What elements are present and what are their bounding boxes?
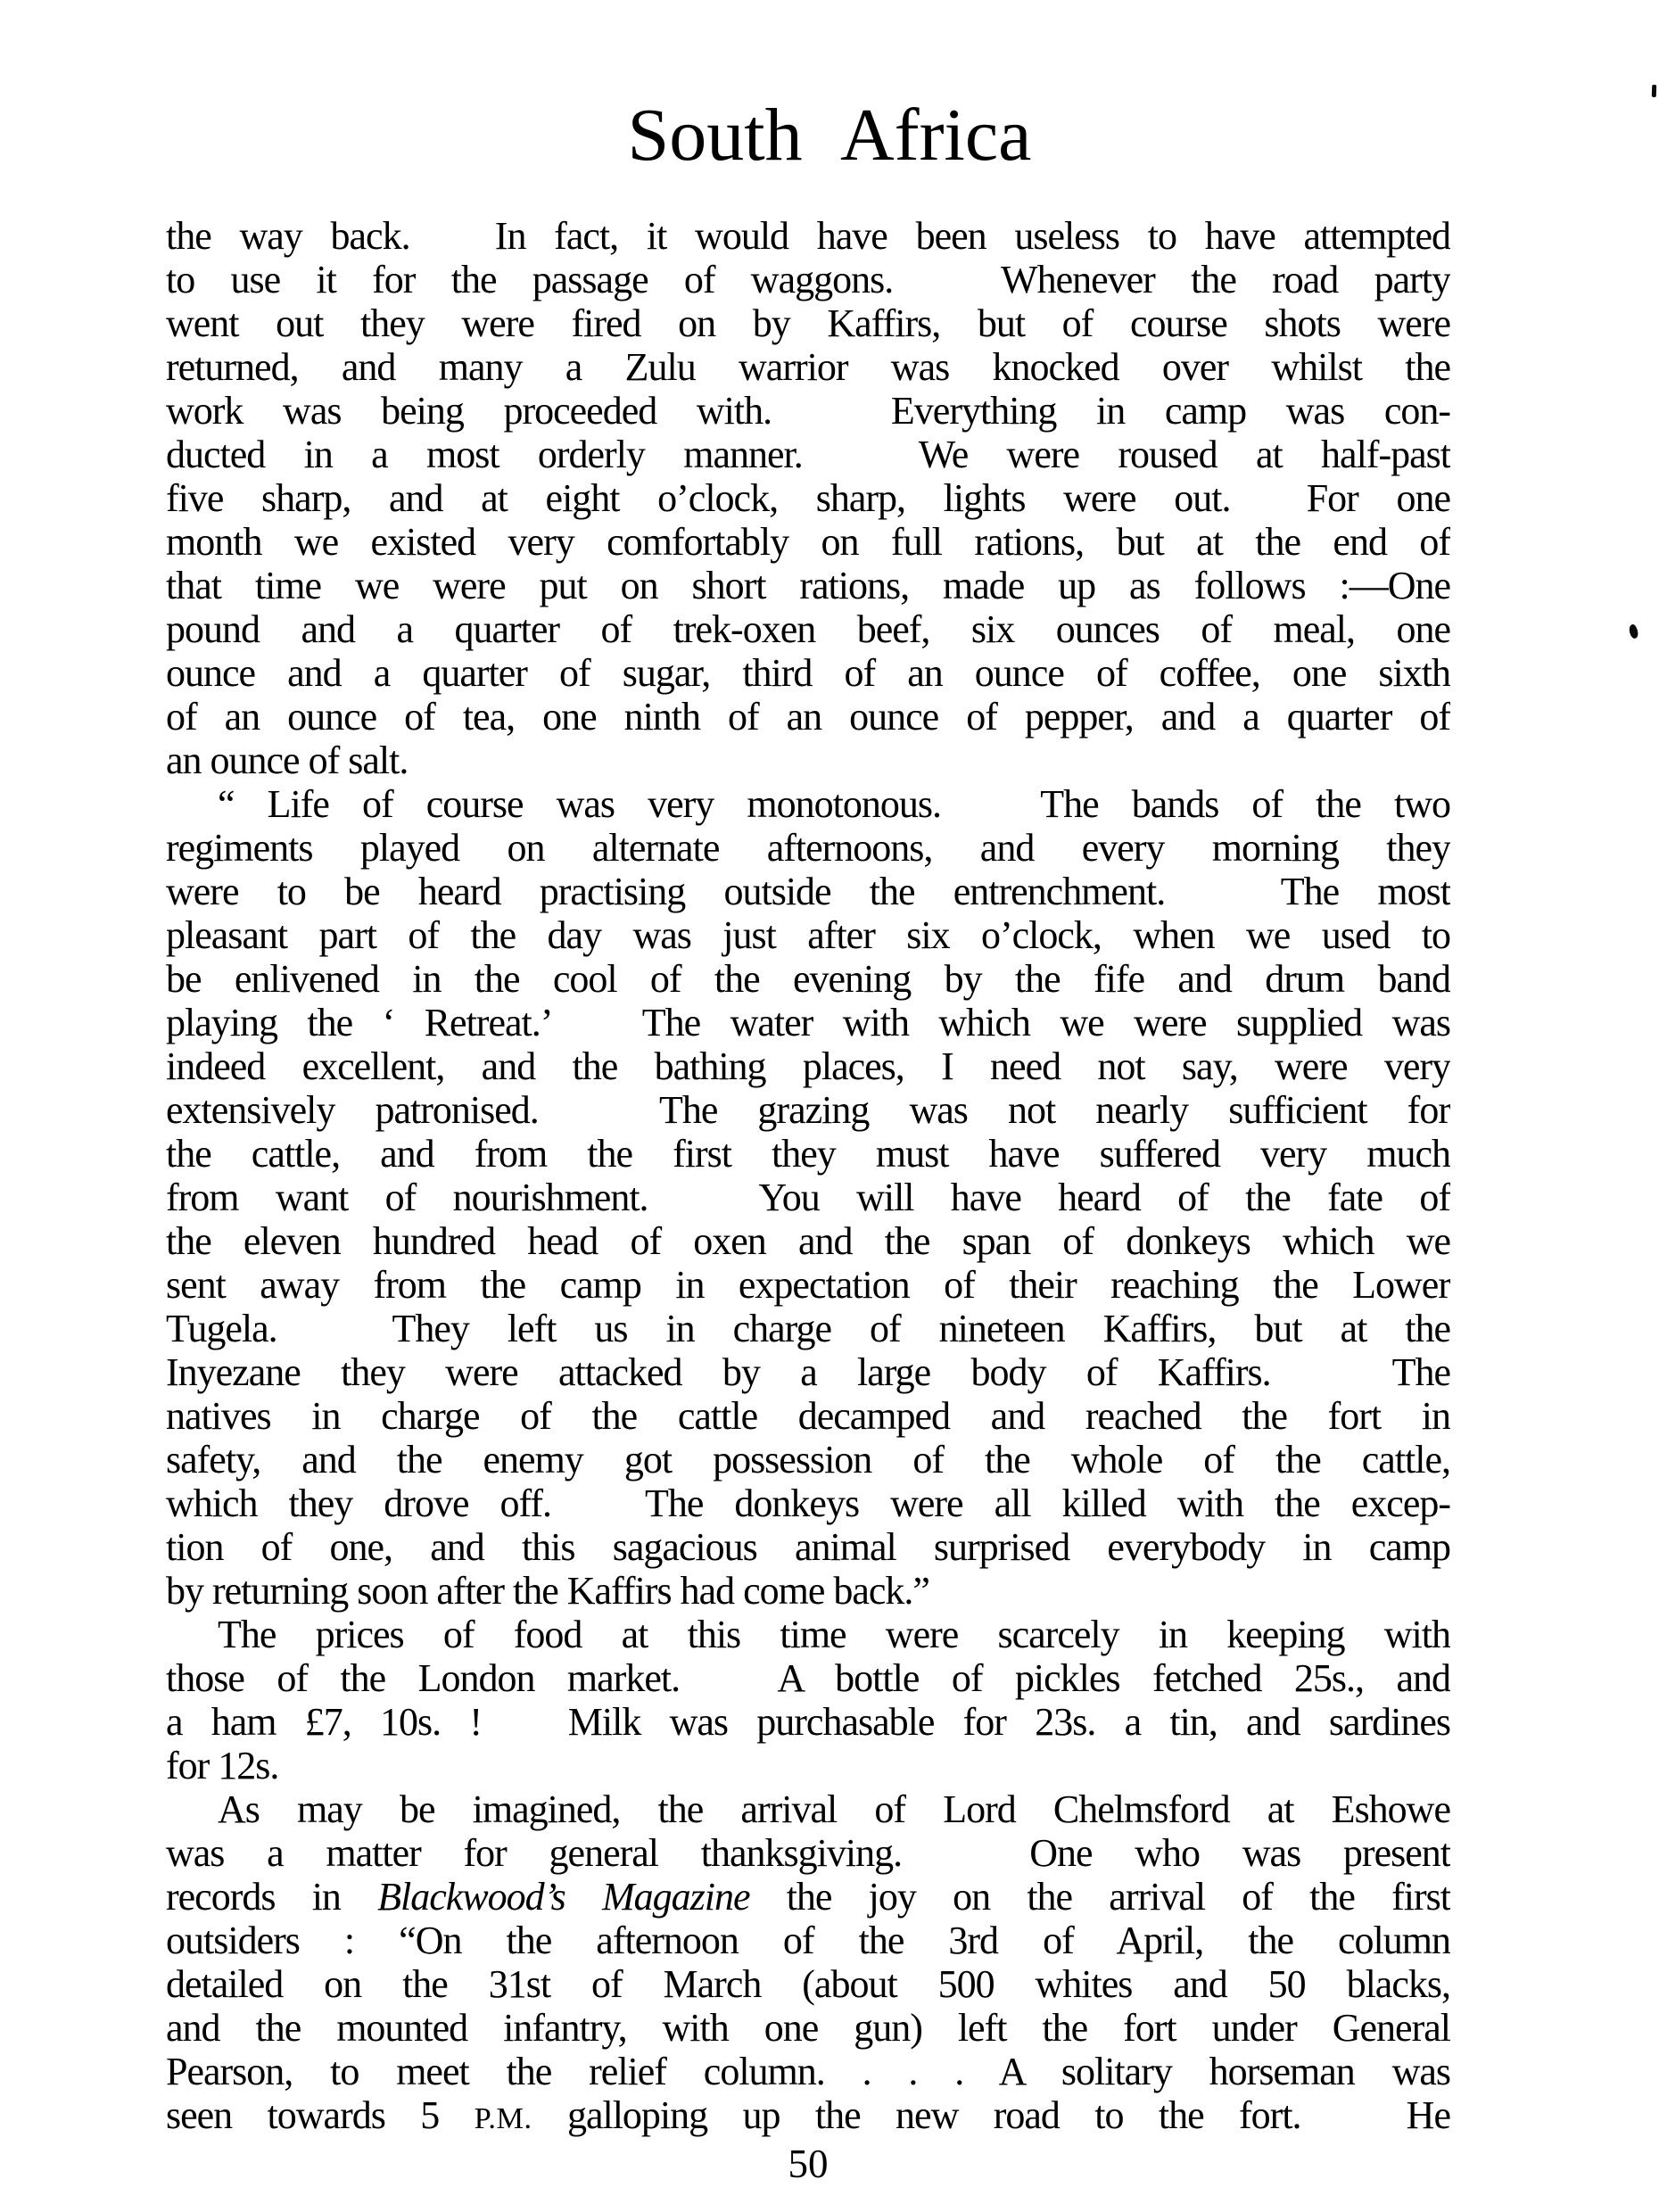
text-line: be enlivened in the cool of the evening by the fife and drum band [166, 957, 1450, 1001]
text-line: pleasant part of the day was just after six o’clock, when we used to [166, 913, 1450, 957]
text-line: extensively patronised. The grazing was not nearly sufficient for [166, 1088, 1450, 1132]
text-line: ounce and a quarter of sugar, third of an ounce of coffee, one sixth [166, 651, 1450, 695]
text-segment: the joy on the arrival of the first [749, 1875, 1450, 1919]
text-line: playing the ‘ Retreat.’ The water with which we were supplied was [166, 1001, 1450, 1044]
text-line: Inyezane they were attacked by a large body of Kaffirs. The [166, 1350, 1450, 1394]
text-line [166, 2093, 1450, 2137]
text-line: to use it for the passage of waggons. Whenever the road party [166, 258, 1450, 301]
small-caps-time: P.M. [474, 2101, 532, 2135]
text-line: ducted in a most orderly manner. We were roused at half-past [166, 433, 1450, 476]
text-line: and the mounted infantry, with one gun) left the fort under General [166, 2006, 1450, 2050]
text-line: “ Life of course was very monotonous. The bands of the two [218, 782, 1450, 826]
text-line: went out they were fired on by Kaffirs, but of course shots were [166, 301, 1450, 345]
text-segment: galloping up the new road to the fort. He [532, 2093, 1450, 2137]
text-line: sent away from the camp in expectation of their reaching the Lower [166, 1263, 1450, 1307]
page-number: 50 [788, 2142, 829, 2186]
text-line: an ounce of salt. [166, 739, 409, 782]
text-line: indeed excellent, and the bathing places, I need not say, were very [166, 1044, 1450, 1088]
body-text [166, 214, 1450, 2137]
text-line: a ham £7, 10s. ! Milk was purchasable for 23s. a tin, and sardines [166, 1700, 1450, 1744]
text-line: natives in charge of the cattle decamped and reached the fort in [166, 1394, 1450, 1438]
text-line: The prices of food at this time were scarcely in keeping with [218, 1613, 1450, 1656]
text-line: tion of one, and this sagacious animal surprised everybody in camp [166, 1525, 1450, 1569]
text-line: of an ounce of tea, one ninth of an ounce of pepper, and a quarter of [166, 695, 1450, 739]
text-segment: records in [166, 1875, 378, 1919]
text-line: returned, and many a Zulu warrior was knocked over whilst the [166, 345, 1450, 389]
text-segment: seen towards 5 [166, 2093, 475, 2137]
text-line: detailed on the 31st of March (about 500 whites and 50 blacks, [166, 1962, 1450, 2006]
text-line: by returning soon after the Kaffirs had come back.” [166, 1569, 929, 1613]
text-line: As may be imagined, the arrival of Lord Chelmsford at Eshowe [218, 1787, 1450, 1831]
ink-speck-icon [1628, 623, 1640, 640]
text-line [166, 1875, 1450, 1919]
text-line: the cattle, and from the first they must have suffered very much [166, 1132, 1450, 1176]
page-title: South Africa [627, 94, 1032, 177]
ink-speck-icon [1652, 85, 1656, 97]
text-line: the eleven hundred head of oxen and the span of donkeys which we [166, 1219, 1450, 1263]
text-line: month we existed very comfortably on full rations, but at the end of [166, 520, 1450, 564]
text-line: safety, and the enemy got possession of the whole of the cattle, [166, 1438, 1450, 1482]
text-line: Pearson, to meet the relief column. . . . A solitary horseman was [166, 2050, 1450, 2093]
text-line: was a matter for general thanksgiving. One who was present [166, 1831, 1450, 1875]
text-line: work was being proceeded with. Everything in camp was con- [166, 389, 1450, 433]
text-line: pound and a quarter of trek-oxen beef, six ounces of meal, one [166, 607, 1450, 651]
text-line: regiments played on alternate afternoons, and every morning they [166, 826, 1450, 870]
text-line: Tugela. They left us in charge of nineteen Kaffirs, but at the [166, 1307, 1450, 1350]
text-line: the way back. In fact, it would have been useless to have attempted [166, 214, 1450, 258]
text-line: those of the London market. A bottle of pickles fetched 25s., and [166, 1656, 1450, 1700]
italic-book-title: Blackwood’s Magazine [377, 1875, 750, 1919]
text-line: were to be heard practising outside the entrenchment. The most [166, 870, 1450, 913]
text-line: for 12s. [166, 1744, 279, 1787]
text-line: from want of nourishment. You will have heard of the fate of [166, 1176, 1450, 1219]
text-line: that time we were put on short rations, made up as follows :—One [166, 564, 1450, 607]
text-line: outsiders : “On the afternoon of the 3rd of April, the column [166, 1919, 1450, 1962]
text-line: which they drove off. The donkeys were all killed with the excep- [166, 1482, 1450, 1525]
text-line: five sharp, and at eight o’clock, sharp, lights were out. For one [166, 476, 1450, 520]
